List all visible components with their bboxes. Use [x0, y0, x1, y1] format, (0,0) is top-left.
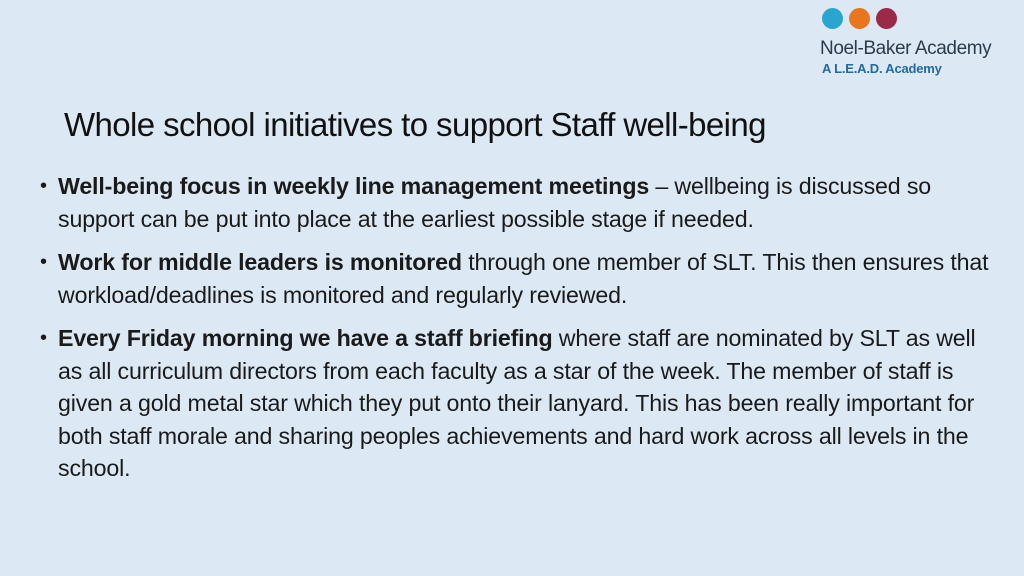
bullet-item-middle-leaders	[40, 246, 1000, 311]
logo-tagline: A L.E.A.D. Academy	[822, 61, 942, 76]
logo-dot-orange-icon	[849, 8, 870, 29]
logo-name: Noel-Baker Academy	[820, 38, 992, 59]
bullet-item-friday-briefing	[40, 322, 1000, 485]
bullet-bold-text: Well-being focus in weekly line management meetings	[58, 173, 650, 199]
academy-logo	[820, 6, 1020, 76]
bullet-body-text: – wellbeing is discussed so support can be put into place at the earliest possible stage if needed.	[58, 173, 932, 232]
logo-dot-blue-icon	[822, 8, 843, 29]
bullet-icon: •	[40, 327, 47, 349]
bullet-icon: •	[40, 251, 47, 273]
bullet-list	[40, 170, 1000, 496]
bullet-bold-text: Work for middle leaders is monitored	[58, 249, 462, 275]
bullet-item-line-management	[40, 170, 1000, 235]
bullet-icon: •	[40, 175, 47, 197]
slide-title: Whole school initiatives to support Staff well-being	[64, 106, 766, 143]
logo-dot-maroon-icon	[876, 8, 897, 29]
logo-dots	[822, 6, 1020, 30]
bullet-bold-text: Every Friday morning we have a staff briefing	[58, 325, 553, 351]
bullet-body-text: through one member of SLT. This then ensures that workload/deadlines is monitored and regularly reviewed.	[58, 249, 989, 308]
bullet-body-text: where staff are nominated by SLT as well as all curriculum directors from each faculty as a star of the week. The member of staff is given a gold metal star which they put onto their lanyard. This has been really important for both staff morale and sharing peoples achievements and hard work across all levels in the school.	[58, 325, 976, 481]
